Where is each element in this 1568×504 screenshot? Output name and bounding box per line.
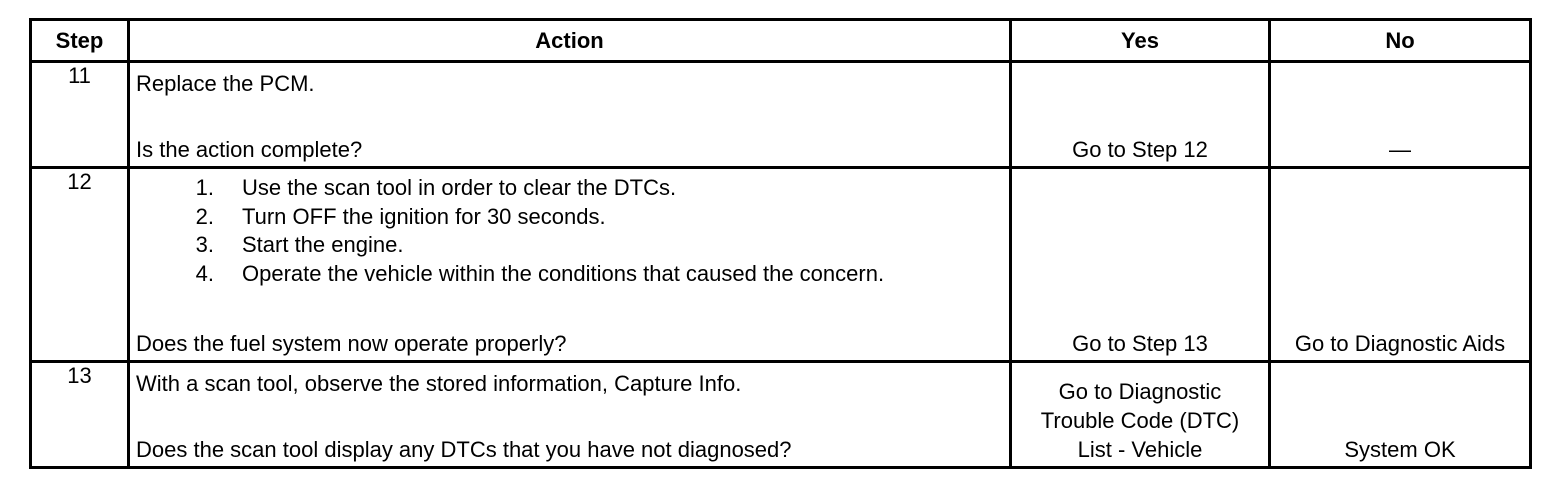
list-item	[136, 260, 1003, 289]
step-item-text: Turn OFF the ignition for 30 seconds.	[242, 203, 606, 229]
action-question: Does the scan tool display any DTCs that you have not diagnosed?	[136, 437, 792, 462]
no-cell	[1270, 62, 1531, 168]
list-item	[136, 231, 1003, 260]
step-item-number: 1.	[195, 175, 214, 200]
action-text: With a scan tool, observe the stored information, Capture Info.	[136, 371, 742, 396]
no-result: —	[1389, 137, 1411, 162]
header-no: No	[1270, 20, 1531, 62]
diagnostic-table	[29, 18, 1532, 469]
action-question: Is the action complete?	[136, 137, 363, 162]
table-row	[31, 168, 1531, 362]
yes-result: Go to Step 12	[1072, 137, 1208, 162]
header-step: Step	[31, 20, 129, 62]
step-number: 11	[31, 62, 129, 168]
no-result: System OK	[1344, 437, 1456, 462]
table-row	[31, 62, 1531, 168]
list-item	[136, 203, 1003, 232]
no-cell	[1270, 362, 1531, 468]
yes-cell	[1011, 62, 1270, 168]
action-question: Does the fuel system now operate properly?	[136, 331, 567, 356]
no-cell	[1270, 168, 1531, 362]
yes-result	[1012, 377, 1268, 464]
step-number: 12	[31, 168, 129, 362]
step-number: 13	[31, 362, 129, 468]
yes-result-line: Go to Diagnostic	[1058, 379, 1222, 404]
header-row	[31, 20, 1531, 62]
list-item	[136, 174, 1003, 203]
yes-result-line: List - Vehicle	[1077, 437, 1203, 462]
action-cell	[129, 362, 1011, 468]
step-item-number: 3.	[195, 232, 214, 257]
action-cell	[129, 62, 1011, 168]
step-item-text: Start the engine.	[242, 232, 404, 257]
action-step-list	[136, 174, 1003, 288]
yes-result: Go to Step 13	[1072, 331, 1208, 356]
action-text: Replace the PCM.	[136, 71, 315, 96]
table-row	[31, 362, 1531, 468]
header-action: Action	[129, 20, 1011, 62]
yes-cell	[1011, 168, 1270, 362]
header-yes: Yes	[1011, 20, 1270, 62]
step-item-text: Use the scan tool in order to clear the DTCs.	[242, 175, 677, 200]
step-item-number: 4.	[195, 260, 214, 286]
step-item-text: Operate the vehicle within the conditions that caused the concern.	[242, 260, 885, 286]
step-item-number: 2.	[195, 203, 214, 229]
action-cell	[129, 168, 1011, 362]
yes-result-line: Trouble Code (DTC)	[1040, 408, 1240, 433]
yes-cell	[1011, 362, 1270, 468]
no-result: Go to Diagnostic Aids	[1294, 331, 1506, 356]
